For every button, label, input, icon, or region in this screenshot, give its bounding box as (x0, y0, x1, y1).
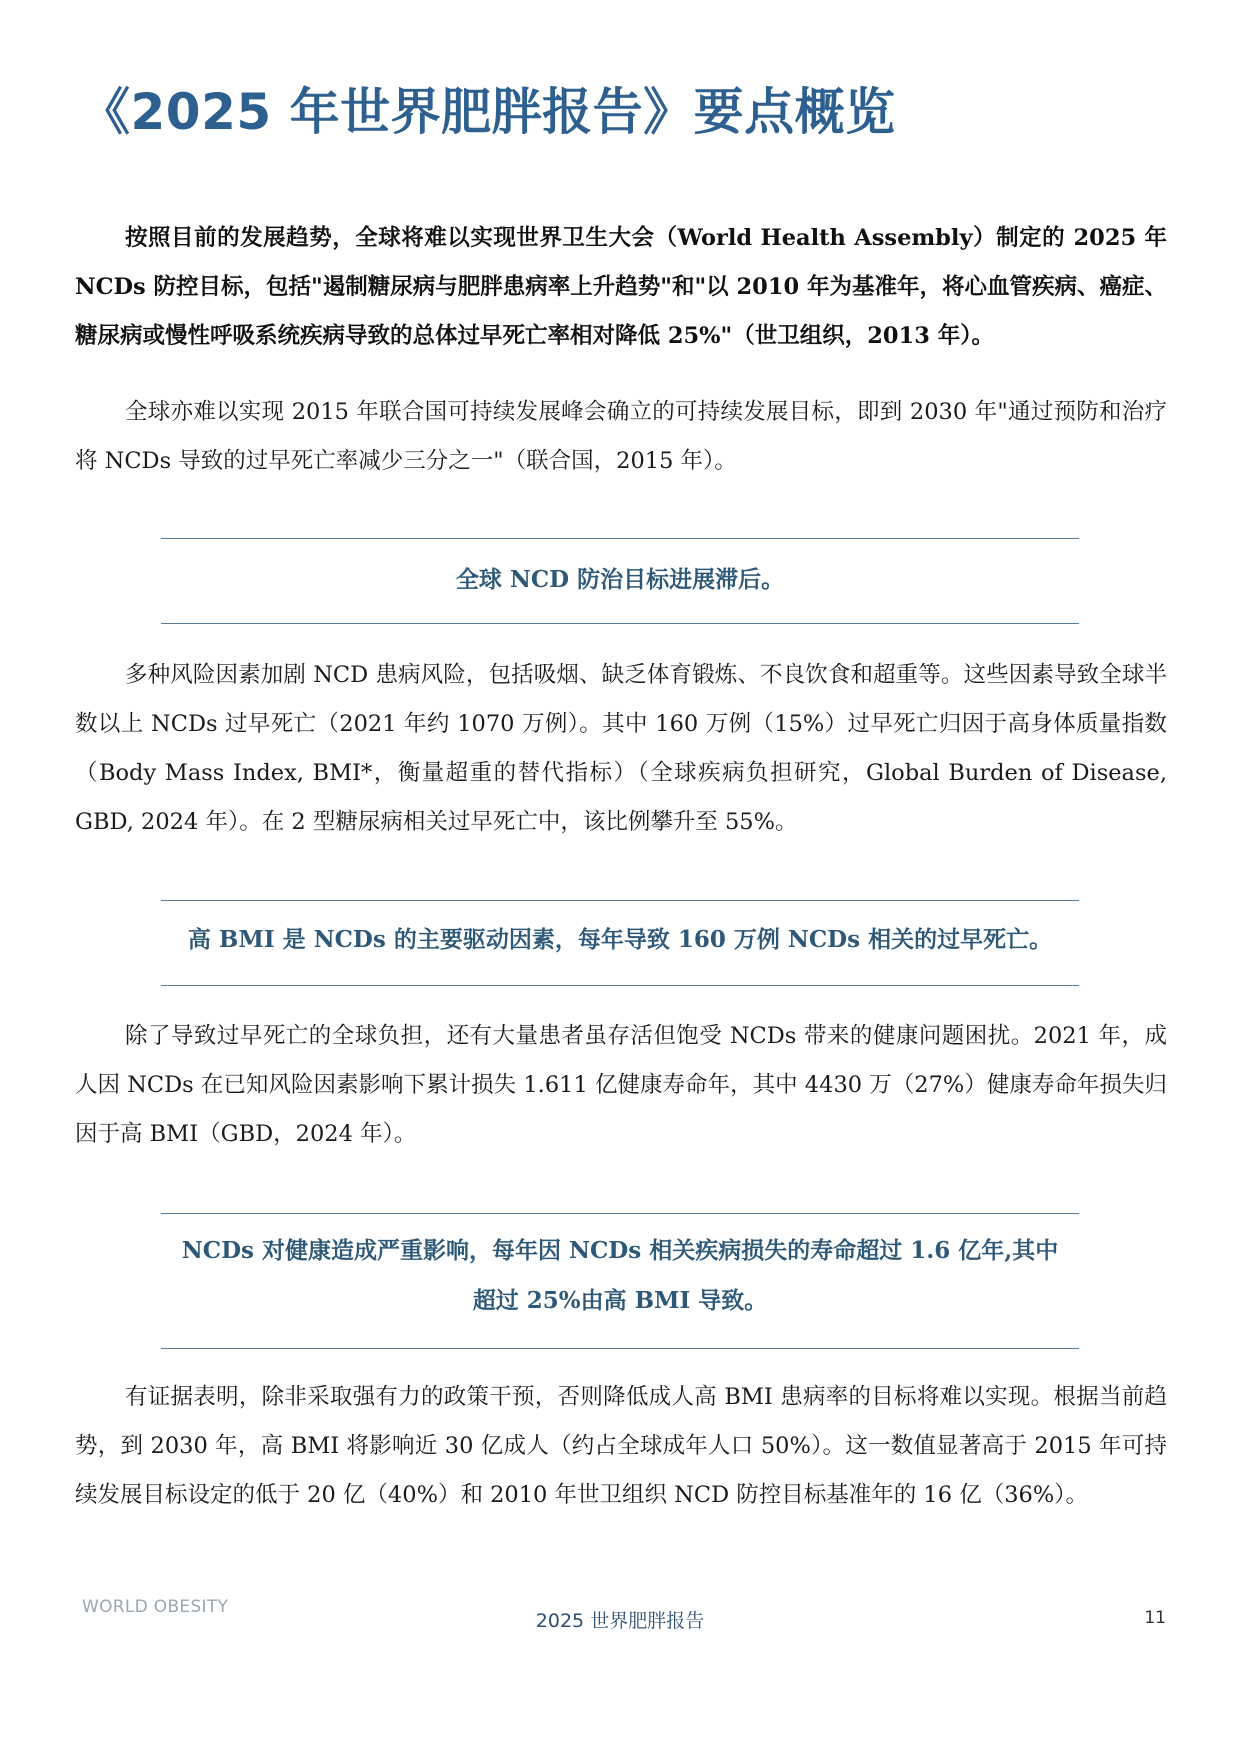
callout-rule-top (161, 900, 1079, 901)
footer-report-title: 2025 世界肥胖报告 (535, 1610, 705, 1632)
callout-rule-top (161, 1213, 1079, 1214)
callout-high-bmi-driver: 高 BMI 是 NCDs 的主要驱动因素，每年导致 160 万例 NCDs 相关的过早死亡。 (187, 926, 1053, 953)
sdg-paragraph: 全球亦难以实现 2015 年联合国可持续发展峰会确立的可持续发展目标，即到 2030 年"通过预防和治疗将 NCDs 导致的过早死亡率减少三分之一"（联合国，2015 年）。 (75, 399, 1167, 474)
callout-line: 超过 25%由高 BMI 导致。 (472, 1287, 768, 1314)
callout-line: NCDs 对健康造成严重影响，每年因 NCDs 相关疾病损失的寿命超过 1.6 亿年,其中 (181, 1237, 1059, 1264)
callout-rule-bottom (161, 985, 1079, 986)
callout-life-years-lost (161, 1226, 1079, 1326)
page-number: 11 (1144, 1608, 1166, 1628)
callout-rule-bottom (161, 623, 1079, 624)
callout-rule-bottom (161, 1348, 1079, 1349)
healthy-life-years-paragraph: 除了导致过早死亡的全球负担，还有大量患者虽存活但饱受 NCDs 带来的健康问题困扰。2021 年，成人因 NCDs 在已知风险因素影响下累计损失 1.611 亿健康寿命年，其中 4430 万（27%）健康寿命年损失归因于高 BMI（GBD，2024 年）。 (75, 1023, 1167, 1147)
intro-paragraph: 按照目前的发展趋势，全球将难以实现世界卫生大会（World Health Assembly）制定的 2025 年 NCDs 防控目标，包括"遏制糖尿病与肥胖患病率上升趋势"和"以 2010 年为基准年，将心血管疾病、癌症、糖尿病或慢性呼吸系统疾病导致的总体过早死亡率相对降低 25%"（世卫组织，2013 年）。 (75, 225, 1167, 349)
callout-rule-top (161, 538, 1079, 539)
callout-ncd-progress: 全球 NCD 防治目标进展滞后。 (455, 566, 785, 593)
page-title: 《2025 年世界肥胖报告》要点概览 (80, 83, 896, 141)
projection-paragraph: 有证据表明，除非采取强有力的政策干预，否则降低成人高 BMI 患病率的目标将难以实现。根据当前趋势，到 2030 年，高 BMI 将影响近 30 亿成人（约占全球成年人口 50%）。这一数值显著高于 2015 年可持续发展目标设定的低于 20 亿（40%）和 2010 年世卫组织 NCD 防控目标基准年的 16 亿（36%）。 (75, 1384, 1167, 1508)
risk-factors-paragraph: 多种风险因素加剧 NCD 患病风险，包括吸烟、缺乏体育锻炼、不良饮食和超重等。这些因素导致全球半数以上 NCDs 过早死亡（2021 年约 1070 万例）。其中 160 万例（15%）过早死亡归因于高身体质量指数（Body Mass Index, BMI*，衡量超重的替代指标）（全球疾病负担研究，Global Burden of Disease, GBD, 2024 年）。在 2 型糖尿病相关过早死亡中，该比例攀升至 55%。 (75, 662, 1167, 835)
logo-wordmark: WORLD OBESITY (82, 1597, 229, 1617)
world-obesity-logo (82, 1593, 234, 1617)
